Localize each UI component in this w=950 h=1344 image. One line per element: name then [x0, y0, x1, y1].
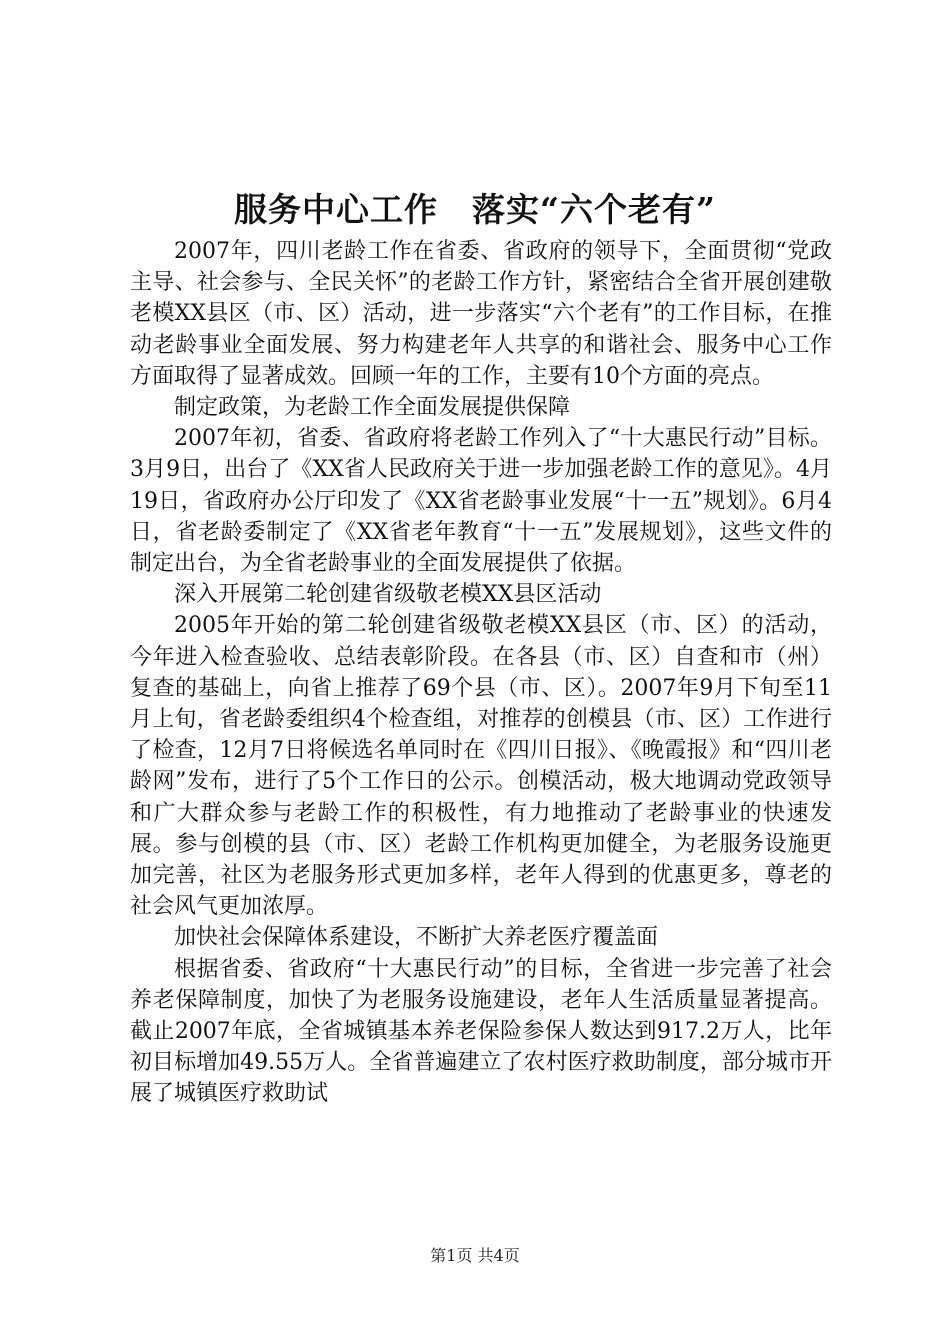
section-heading: 制定政策，为老龄工作全面发展提供保障 — [174, 395, 571, 421]
paragraph: 根据省委、省政府“十大惠民行动”的目标，全省进一步完善了社会养老保障制度，加快了为老服务设施建设，老年人生活质量显著提高。截止2007年底，全省城镇基本养老保险参保人数达到917.2万人，比年初目标增加49.55万人。全省普遍建立了农村医疗救助制度，部分城市开展了城镇医疗救助试 — [130, 956, 832, 1107]
section-heading: 加快社会保障体系建设，不断扩大养老医疗覆盖面 — [174, 925, 659, 951]
paragraph: 2007年初，省委、省政府将老龄工作列入了“十大惠民行动”目标。3月9日，出台了《XX省人民政府关于进一步加强老龄工作的意见》。4月19日，省政府办公厅印发了《XX省老龄事业发展“十一五”规划》。6月4日，省老龄委制定了《XX省老年教育“十一五”发展规划》，这些文件的制定出台，为全省老龄事业的全面发展提供了依据。 — [130, 426, 832, 577]
paragraph: 2005年开始的第二轮创建省级敬老模XX县区（市、区）的活动，今年进入检查验收、总结表彰阶段。在各县（市、区）自查和市（州）复查的基础上，向省上推荐了69个县（市、区）。2007年9月下旬至11月上旬，省老龄委组织4个检查组，对推荐的创模县（市、区）工作进行了检查，12月7日将候选名单同时在《四川日报》、《晚霞报》和“四川老龄网”发布，进行了5个工作日的公示。创模活动，极大地调动党政领导和广大群众参与老龄工作的积极性，有力地推动了老龄事业的快速发展。参与创模的县（市、区）老龄工作机构更加健全，为老服务设施更加完善，社区为老服务形式更加多样，老年人得到的优惠更多，尊老的社会风气更加浓厚。 — [130, 613, 832, 920]
document-body — [130, 236, 832, 1110]
document-title: 服务中心工作 落实“六个老有” — [234, 190, 716, 229]
page-number-footer: 第1页 共4页 — [430, 1246, 520, 1265]
section-heading: 深入开展第二轮创建省级敬老模XX县区活动 — [174, 582, 602, 608]
paragraph: 2007年，四川老龄工作在省委、省政府的领导下，全面贯彻“党政主导、社会参与、全民关怀”的老龄工作方针，紧密结合全省开展创建敬老模XX县区（市、区）活动，进一步落实“六个老有”的工作目标，在推动老龄事业全面发展、努力构建老年人共享的和谐社会、服务中心工作方面取得了显著成效。回顾一年的工作，主要有10个方面的亮点。 — [130, 239, 832, 389]
